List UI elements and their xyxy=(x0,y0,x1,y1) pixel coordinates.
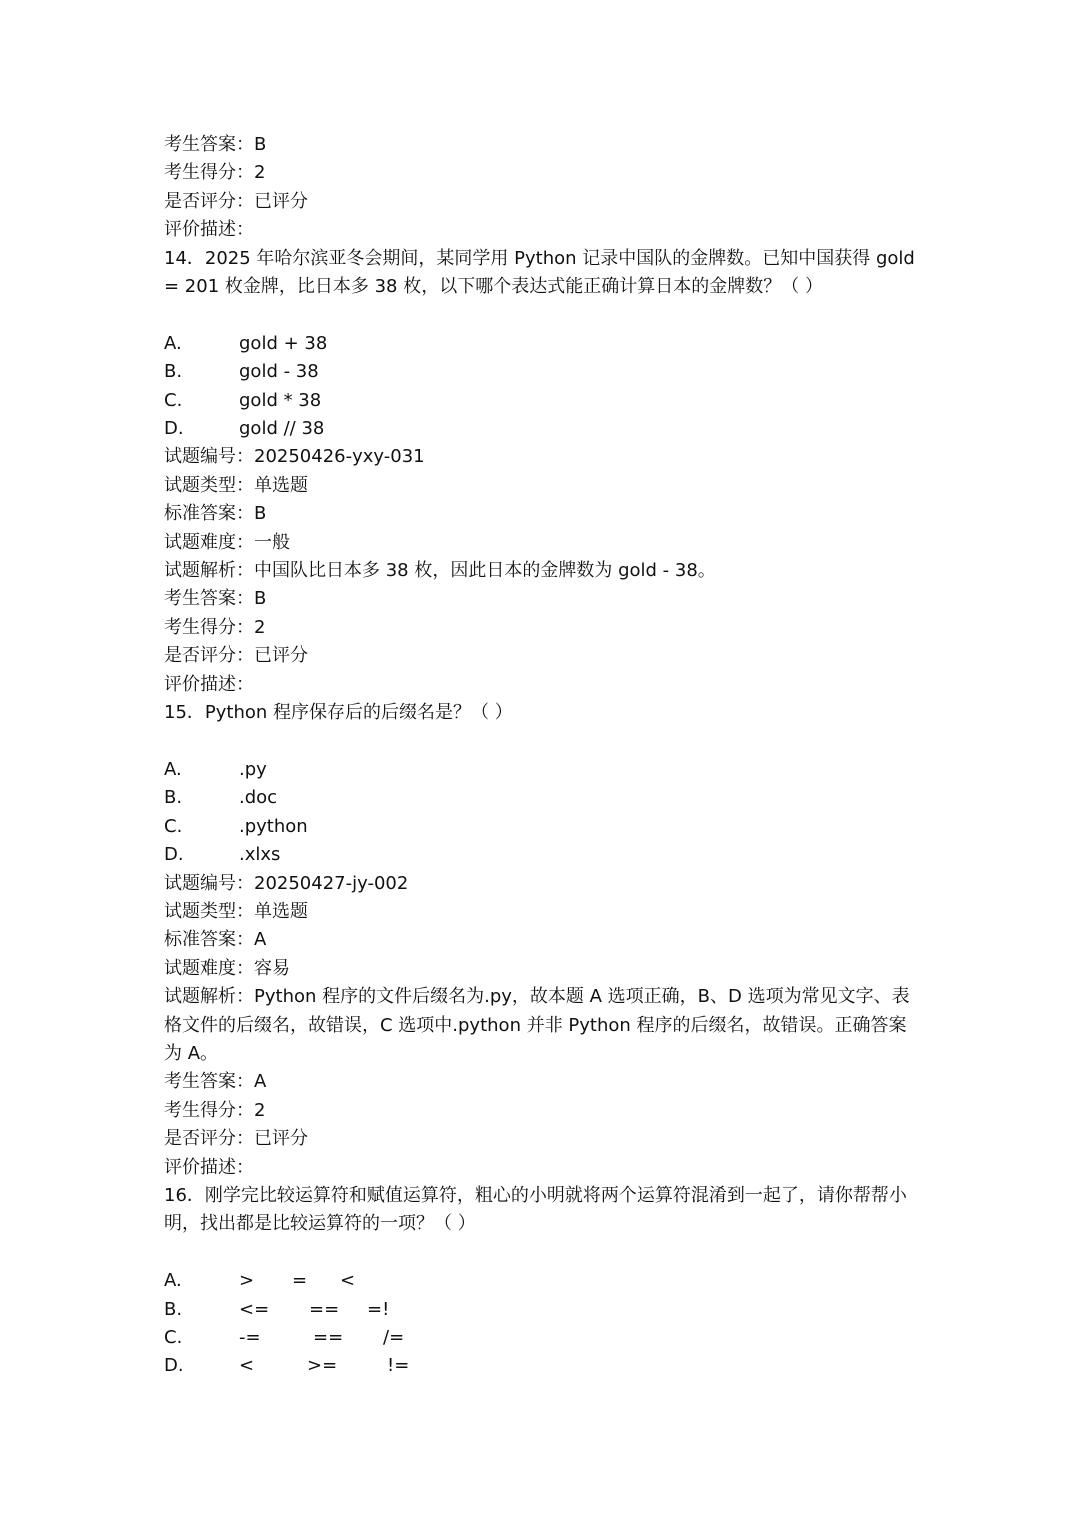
option-letter: C. xyxy=(164,815,183,837)
option-letter: D. xyxy=(164,1355,184,1377)
operator-1: < xyxy=(239,1355,255,1377)
q14-difficulty: 试题难度：一般 xyxy=(164,531,290,553)
option-letter: A. xyxy=(164,758,182,780)
q14-option-d xyxy=(164,415,924,443)
q13-comment: 评价描述： xyxy=(164,219,254,241)
operator-3: < xyxy=(340,1270,356,1292)
q14-graded: 是否评分：已评分 xyxy=(164,645,308,667)
option-letter: D. xyxy=(164,844,184,866)
q15-student-score: 考生得分：2 xyxy=(164,1099,266,1121)
q15-standard-answer: 标准答案：A xyxy=(164,929,267,951)
q14-option-b xyxy=(164,358,924,386)
option-letter: D. xyxy=(164,418,184,440)
option-text: gold - 38 xyxy=(239,361,319,383)
spacer xyxy=(164,1239,924,1267)
q15-comment: 评价描述： xyxy=(164,1156,254,1178)
option-letter: B. xyxy=(164,361,183,383)
spacer xyxy=(164,301,924,329)
option-letter: C. xyxy=(164,389,183,411)
operator-2: >= xyxy=(307,1355,338,1377)
option-letter: B. xyxy=(164,787,183,809)
option-text: gold * 38 xyxy=(239,389,322,411)
spacer xyxy=(164,728,924,756)
q15-option-a xyxy=(164,756,924,784)
q14-student-score: 考生得分：2 xyxy=(164,616,266,638)
q14-comment: 评价描述： xyxy=(164,673,254,695)
operator-3: != xyxy=(387,1355,410,1377)
q16-option-d xyxy=(164,1352,924,1380)
q15-type: 试题类型：单选题 xyxy=(164,900,308,922)
q15-analysis: 试题解析：Python 程序的文件后缀名为.py，故本题 A 选项正确，B、D 选项为常见文字、表格文件的后缀名，故错误，C 选项中.python 并非 Python 程序的后缀名，故错误。正确答案为 A。 xyxy=(164,986,910,1064)
q14-student-answer: 考生答案：B xyxy=(164,588,267,610)
q14-analysis: 试题解析：中国队比日本多 38 枚，因此日本的金牌数为 gold - 38。 xyxy=(164,560,716,582)
q15-graded: 是否评分：已评分 xyxy=(164,1128,308,1150)
option-letter: B. xyxy=(164,1298,183,1320)
option-text: gold + 38 xyxy=(239,332,328,354)
option-letter: A. xyxy=(164,1270,182,1292)
q16-option-a xyxy=(164,1267,924,1295)
option-text: .doc xyxy=(239,787,278,809)
operator-2: = xyxy=(292,1270,308,1292)
option-text: gold // 38 xyxy=(239,418,325,440)
q14-type: 试题类型：单选题 xyxy=(164,474,308,496)
q14-id: 试题编号：20250426-yxy-031 xyxy=(164,446,425,468)
q14-standard-answer: 标准答案：B xyxy=(164,503,267,525)
option-letter: A. xyxy=(164,332,182,354)
q15-stem: 15．Python 程序保存后的后缀名是？（ ） xyxy=(164,702,513,724)
operator-3: /= xyxy=(383,1327,405,1349)
operator-2: == xyxy=(309,1298,340,1320)
q15-option-d xyxy=(164,841,924,869)
q15-student-answer: 考生答案：A xyxy=(164,1071,267,1093)
operator-1: > xyxy=(239,1270,255,1292)
operator-2: == xyxy=(313,1327,344,1349)
option-text: .xlxs xyxy=(239,844,281,866)
q13-graded: 是否评分：已评分 xyxy=(164,190,308,212)
q13-student-answer: 考生答案：B xyxy=(164,134,267,155)
option-letter: C. xyxy=(164,1327,183,1349)
q14-stem: 14．2025 年哈尔滨亚冬会期间，某同学用 Python 记录中国队的金牌数。已知中国获得 gold = 201 枚金牌，比日本多 38 枚，以下哪个表达式能正确计算日本的金牌数？（ ） xyxy=(164,247,915,298)
option-text: .py xyxy=(239,758,267,780)
exam-document xyxy=(164,131,924,1381)
operator-3: =! xyxy=(367,1298,390,1320)
q15-id: 试题编号：20250427-jy-002 xyxy=(164,872,409,894)
q14-option-c xyxy=(164,387,924,415)
q15-option-c xyxy=(164,813,924,841)
q13-student-score: 考生得分：2 xyxy=(164,162,266,184)
q15-difficulty: 试题难度：容易 xyxy=(164,957,290,979)
option-text: .python xyxy=(239,815,308,837)
q16-option-c xyxy=(164,1324,924,1352)
operator-1: <= xyxy=(239,1298,270,1320)
q16-stem: 16．刚学完比较运算符和赋值运算符，粗心的小明就将两个运算符混淆到一起了，请你帮帮小明，找出都是比较运算符的一项？（ ） xyxy=(164,1185,907,1235)
operator-1: -= xyxy=(239,1327,261,1349)
q14-option-a xyxy=(164,330,924,358)
q15-option-b xyxy=(164,784,924,812)
q16-option-b xyxy=(164,1296,924,1324)
